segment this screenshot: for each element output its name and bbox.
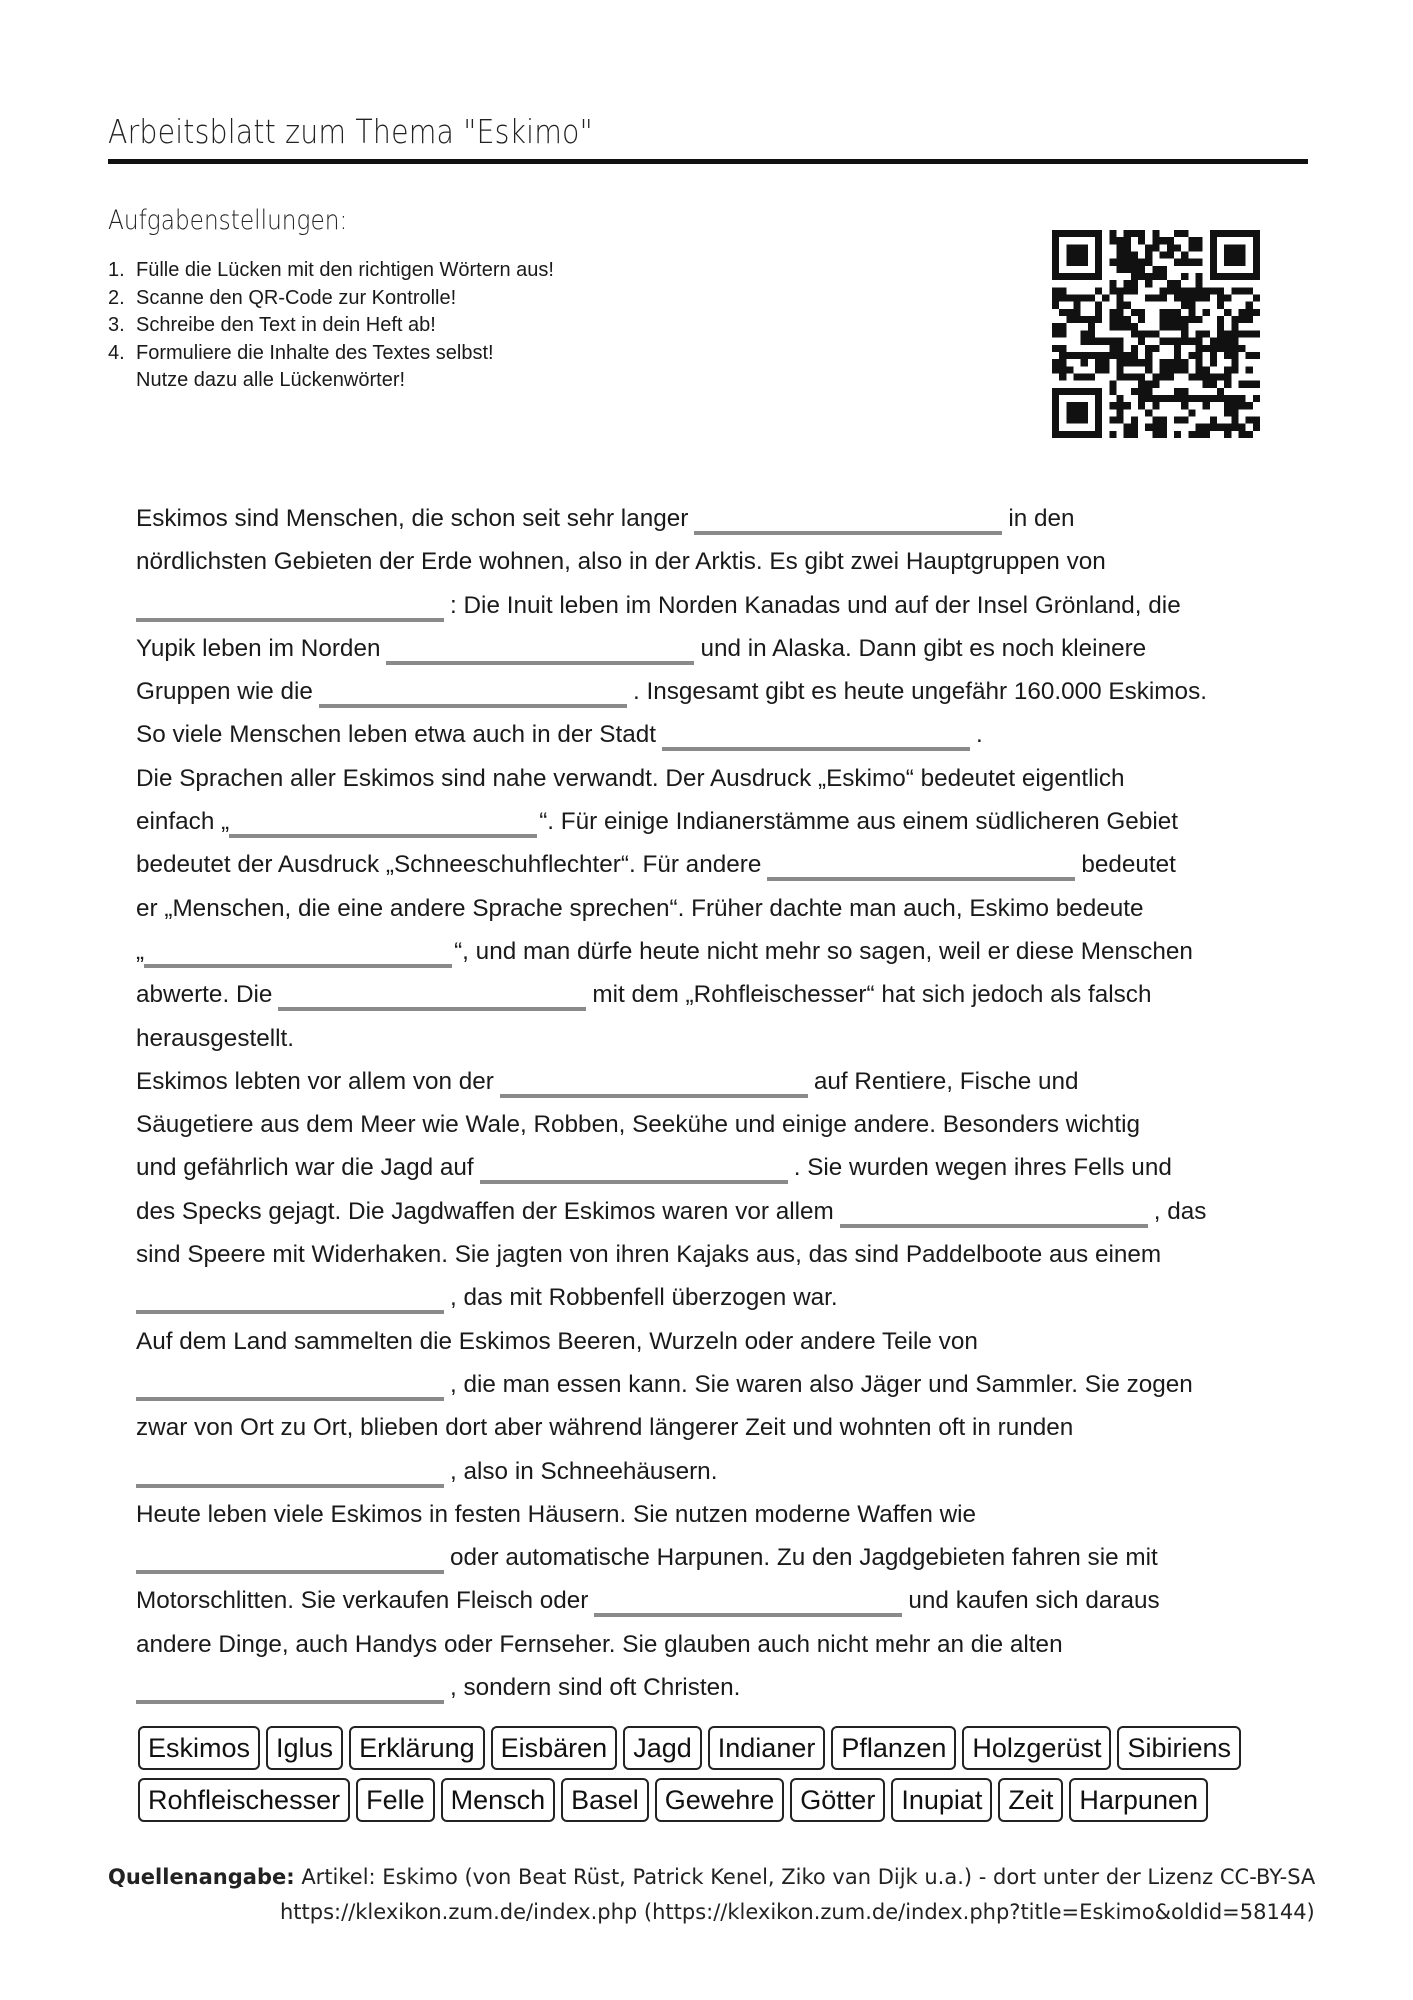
blank-line[interactable] bbox=[278, 1007, 586, 1011]
task-item: Nutze dazu alle Lückenwörter! bbox=[136, 369, 406, 391]
word-chip[interactable]: Götter bbox=[790, 1778, 885, 1822]
word-chip[interactable]: Sibiriens bbox=[1117, 1726, 1241, 1770]
word-chip[interactable]: Mensch bbox=[441, 1778, 556, 1822]
word-chip[interactable]: Felle bbox=[356, 1778, 435, 1822]
blank-line[interactable] bbox=[136, 1310, 444, 1314]
blank-line[interactable] bbox=[136, 1700, 444, 1704]
word-chip[interactable]: Zeit bbox=[998, 1778, 1063, 1822]
word-chip[interactable]: Harpunen bbox=[1069, 1778, 1208, 1822]
word-chip[interactable]: Eisbären bbox=[491, 1726, 618, 1770]
word-chip[interactable]: Rohfleischesser bbox=[138, 1778, 350, 1822]
blank-line[interactable] bbox=[136, 1397, 444, 1401]
blank-line[interactable] bbox=[694, 531, 1002, 535]
blank-line[interactable] bbox=[840, 1224, 1148, 1228]
word-chip[interactable]: Jagd bbox=[623, 1726, 702, 1770]
blank-line[interactable] bbox=[136, 1570, 444, 1574]
blank-line[interactable] bbox=[136, 1484, 444, 1488]
task-item: 3. Schreibe den Text in dein Heft ab! bbox=[108, 314, 436, 336]
task-list bbox=[108, 257, 554, 395]
blank-line[interactable] bbox=[594, 1613, 902, 1617]
word-bank-row bbox=[138, 1726, 1318, 1770]
source-text: Artikel: Eskimo (von Beat Rüst, Patrick Kenel, Ziko van Dijk u.a.) - dort unter der Lizenz CC-BY-SA bbox=[294, 1865, 1316, 1889]
blank-line[interactable] bbox=[136, 618, 444, 622]
blank-line[interactable] bbox=[662, 747, 970, 751]
word-chip[interactable]: Holzgerüst bbox=[962, 1726, 1111, 1770]
word-chip[interactable]: Pflanzen bbox=[831, 1726, 956, 1770]
word-chip[interactable]: Erklärung bbox=[349, 1726, 485, 1770]
source-label: Quellenangabe: bbox=[108, 1865, 295, 1889]
word-chip[interactable]: Indianer bbox=[708, 1726, 826, 1770]
source-citation bbox=[108, 1860, 1318, 1930]
blank-line[interactable] bbox=[500, 1094, 808, 1098]
blank-line[interactable] bbox=[229, 834, 537, 838]
blank-line[interactable] bbox=[480, 1180, 788, 1184]
word-bank bbox=[138, 1726, 1318, 1830]
source-url[interactable]: https://klexikon.zum.de/index.php (https://klexikon.zum.de/index.php?title=Eskimo&oldid=58144) bbox=[280, 1900, 1315, 1924]
cloze-text: Eskimos sind Menschen, die schon seit sehr langer in den nördlichsten Gebieten der Erde wohnen, also in der Arktis. Es gibt zwei Hauptgruppen von : Die Inuit leben im Norden Kanadas und auf der Insel Grönland, die Yupik leben im Norden und in Alaska. Dann gibt es noch kleinere Gruppen wie die . Insgesamt gibt es heute ungefähr 160.000 Eskimos. So viele Menschen leben etwa auch in der Stadt . Die Sprachen aller Eskimos sind nahe verwandt. Der Ausdruck „Eskimo“ bedeutet eigentlich einfach „ “. Für einige Indianerstämme aus einem südlicheren Gebiet bedeutet der Ausdruck „Schneeschuhflechter“. Für andere bedeutet er „Menschen, die eine andere Sprache sprechen“. Früher dachte man auch, Eskimo bedeute „ “, und man dürfe heute nicht mehr so sagen, weil er diese Menschen abwerte. Die mit dem „Rohfleischesser“ hat sich jedoch als falsch herausgestellt. Eskimos lebten vor allem von der auf Rentiere, Fische und Säugetiere aus dem Meer wie Wale, Robben, Seekühe und einige andere. Besonders wichtig und gefährlich war die Jagd auf . Sie wurden wegen ihres Fells und des Specks gejagt. Die Jagdwaffen der Eskimos waren vor allem , das sind Speere mit Widerhaken. Sie jagten von ihren Kajaks aus, das sind Paddelboote aus einem , das mit Robbenfell überzogen war. Auf dem Land sammelten die Eskimos Beeren, Wurzeln oder andere Teile von , die man essen kann. Sie waren also Jäger und Sammler. Sie zogen zwar von Ort zu Ort, blieben dort aber während längerer Zeit und wohnten oft in runden , also in Schneehäusern. Heute leben viele Eskimos in festen Häusern. Sie nutzen moderne Waffen wie oder automatische Harpunen. Zu den Jagdgebieten fahren sie mit Motorschlitten. Sie verkaufen Fleisch oder und kaufen sich daraus andere Dinge, auch Handys oder Fernseher. Sie glauben auch nicht mehr an die alten , sondern sind oft Christen. bbox=[136, 497, 1306, 1709]
task-item: 4. Formuliere die Inhalte des Textes selbst! bbox=[108, 341, 494, 364]
qr-code-icon bbox=[1052, 230, 1260, 438]
word-chip[interactable]: Iglus bbox=[266, 1726, 343, 1770]
task-item: 1. Fülle die Lücken mit den richtigen Wörtern aus! bbox=[108, 259, 554, 281]
word-chip[interactable]: Gewehre bbox=[655, 1778, 785, 1822]
word-chip[interactable]: Inupiat bbox=[891, 1778, 992, 1822]
blank-line[interactable] bbox=[386, 661, 694, 665]
tasks-heading: Aufgabenstellungen: bbox=[108, 205, 348, 236]
page-title: Arbeitsblatt zum Thema "Eskimo" bbox=[108, 112, 593, 151]
word-bank-row bbox=[138, 1778, 1318, 1822]
blank-line[interactable] bbox=[767, 877, 1075, 881]
blank-line[interactable] bbox=[144, 964, 452, 968]
title-divider bbox=[108, 159, 1308, 164]
word-chip[interactable]: Basel bbox=[561, 1778, 649, 1822]
word-chip[interactable]: Eskimos bbox=[138, 1726, 260, 1770]
task-item: 2. Scanne den QR-Code zur Kontrolle! bbox=[108, 286, 457, 309]
blank-line[interactable] bbox=[319, 704, 627, 708]
